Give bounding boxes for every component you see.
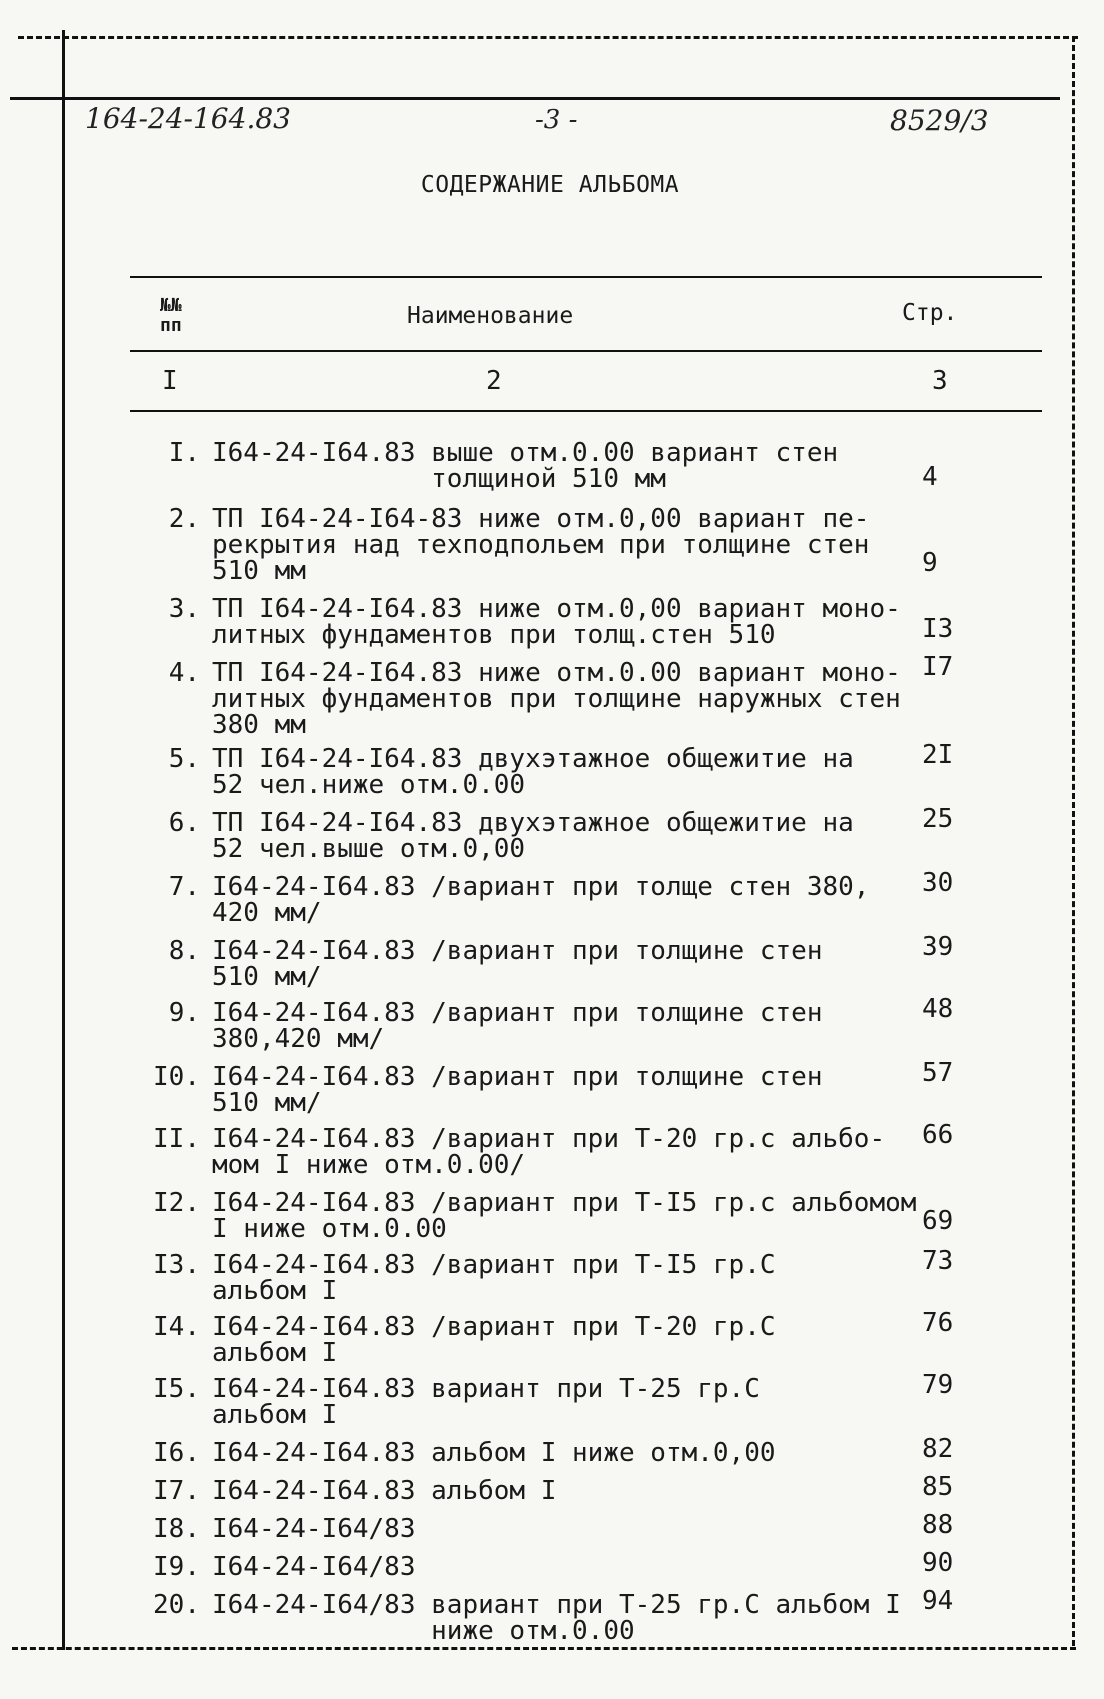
- row-number: I8.: [153, 1514, 200, 1544]
- row-page: 73: [922, 1246, 954, 1276]
- row-title: ТП I64-24-I64.83 двухэтажное общежитие на 52 чел.выше отм.0,00: [212, 808, 854, 864]
- row-number: 7.: [168, 872, 200, 902]
- row-title: I64-24-I64.83 альбом I: [212, 1476, 557, 1506]
- row-number: I7.: [153, 1476, 200, 1506]
- row-number: I9.: [153, 1552, 200, 1582]
- table-header-rule: [130, 350, 1042, 352]
- table-top-rule: [130, 276, 1042, 278]
- row-title: ТП I64-24-I64-83 ниже отм.0,00 вариант пе- рекрытия над техподпольем при толщине стен 510 мм: [212, 504, 870, 586]
- row-page: 79: [922, 1370, 954, 1400]
- row-title: I64-24-I64.83 выше отм.0.00 вариант стен толщиной 510 мм: [212, 438, 839, 494]
- handwritten-doc-code: 164-24-164.83: [85, 102, 291, 135]
- row-number: 3.: [168, 594, 200, 624]
- row-page: 85: [922, 1472, 954, 1502]
- row-title: I64-24-I64/83: [212, 1552, 416, 1582]
- row-number: I4.: [153, 1312, 200, 1342]
- row-page: 69: [922, 1206, 954, 1236]
- frame-bottom-border: [12, 1647, 1076, 1650]
- row-number: I2.: [153, 1188, 200, 1218]
- row-page: 39: [922, 932, 954, 962]
- row-page: 25: [922, 804, 954, 834]
- column-header-number: №№ пп: [160, 295, 182, 336]
- row-title: ТП I64-24-I64.83 ниже отм.0,00 вариант моно- литных фундаментов при толщ.стен 510: [212, 594, 901, 650]
- row-page: 4: [922, 462, 938, 492]
- row-page: I7: [922, 652, 954, 682]
- row-page: 57: [922, 1058, 954, 1088]
- row-page: 94: [922, 1586, 954, 1616]
- row-number: I0.: [153, 1062, 200, 1092]
- row-page: 66: [922, 1120, 954, 1150]
- page-title: СОДЕРЖАНИЕ АЛЬБОМА: [420, 172, 680, 198]
- row-title: I64-24-I64.83 /вариант при толщине стен 510 мм/: [212, 936, 823, 992]
- row-title: I64-24-I64.83 /вариант при Т-20 гр.С альбом I: [212, 1312, 776, 1368]
- row-number: 9.: [168, 998, 200, 1028]
- row-page: 82: [922, 1434, 954, 1464]
- row-number: II.: [153, 1124, 200, 1154]
- column-index-2: 2: [486, 366, 502, 396]
- row-title: I64-24-I64.83 /вариант при толщине стен 510 мм/: [212, 1062, 823, 1118]
- row-title: I64-24-I64.83 альбом I ниже отм.0,00: [212, 1438, 776, 1468]
- row-page: 88: [922, 1510, 954, 1540]
- column-index-1: I: [162, 366, 178, 396]
- row-page: I3: [922, 614, 954, 644]
- header-rule: [10, 97, 1060, 100]
- row-number: I3.: [153, 1250, 200, 1280]
- handwritten-sheet-ref: 8529/3: [890, 104, 989, 137]
- column-index-3: 3: [932, 366, 948, 396]
- column-header-name: Наименование: [407, 303, 574, 329]
- column-header-page: Стр.: [902, 300, 958, 326]
- row-page: 2I: [922, 740, 954, 770]
- row-number: 2.: [168, 504, 200, 534]
- row-number: 8.: [168, 936, 200, 966]
- row-title: I64-24-I64.83 /вариант при Т-I5 гр.с альбомом I ниже отм.0.00: [212, 1188, 917, 1244]
- row-number: I.: [168, 438, 200, 468]
- row-title: ТП I64-24-I64.83 двухэтажное общежитие на 52 чел.ниже отм.0.00: [212, 744, 854, 800]
- row-title: I64-24-I64.83 /вариант при толщине стен 380,420 мм/: [212, 998, 823, 1054]
- row-number: 20.: [153, 1590, 200, 1620]
- page-number: -3 -: [535, 105, 578, 135]
- table-index-rule: [130, 410, 1042, 412]
- row-title: ТП I64-24-I64.83 ниже отм.0.00 вариант моно- литных фундаментов при толщине наружных стен 380 мм: [212, 658, 901, 740]
- row-number: I6.: [153, 1438, 200, 1468]
- frame-right-border: [1072, 36, 1075, 1646]
- row-page: 30: [922, 868, 954, 898]
- row-title: I64-24-I64.83 /вариант при Т-20 гр.с альбо- мом I ниже отм.0.00/: [212, 1124, 886, 1180]
- row-number: 4.: [168, 658, 200, 688]
- frame-left-border: [62, 30, 65, 1650]
- row-title: I64-24-I64/83 вариант при Т-25 гр.С альбом I ниже отм.0.00: [212, 1590, 901, 1646]
- row-title: I64-24-I64.83 /вариант при толще стен 380, 420 мм/: [212, 872, 870, 928]
- row-number: 5.: [168, 744, 200, 774]
- row-title: I64-24-I64.83 /вариант при Т-I5 гр.С альбом I: [212, 1250, 776, 1306]
- row-page: 90: [922, 1548, 954, 1578]
- frame-top-border: [18, 36, 1078, 39]
- row-title: I64-24-I64/83: [212, 1514, 416, 1544]
- row-number: I5.: [153, 1374, 200, 1404]
- row-page: 48: [922, 994, 954, 1024]
- row-page: 76: [922, 1308, 954, 1338]
- row-title: I64-24-I64.83 вариант при Т-25 гр.С альбом I: [212, 1374, 760, 1430]
- row-number: 6.: [168, 808, 200, 838]
- row-page: 9: [922, 548, 938, 578]
